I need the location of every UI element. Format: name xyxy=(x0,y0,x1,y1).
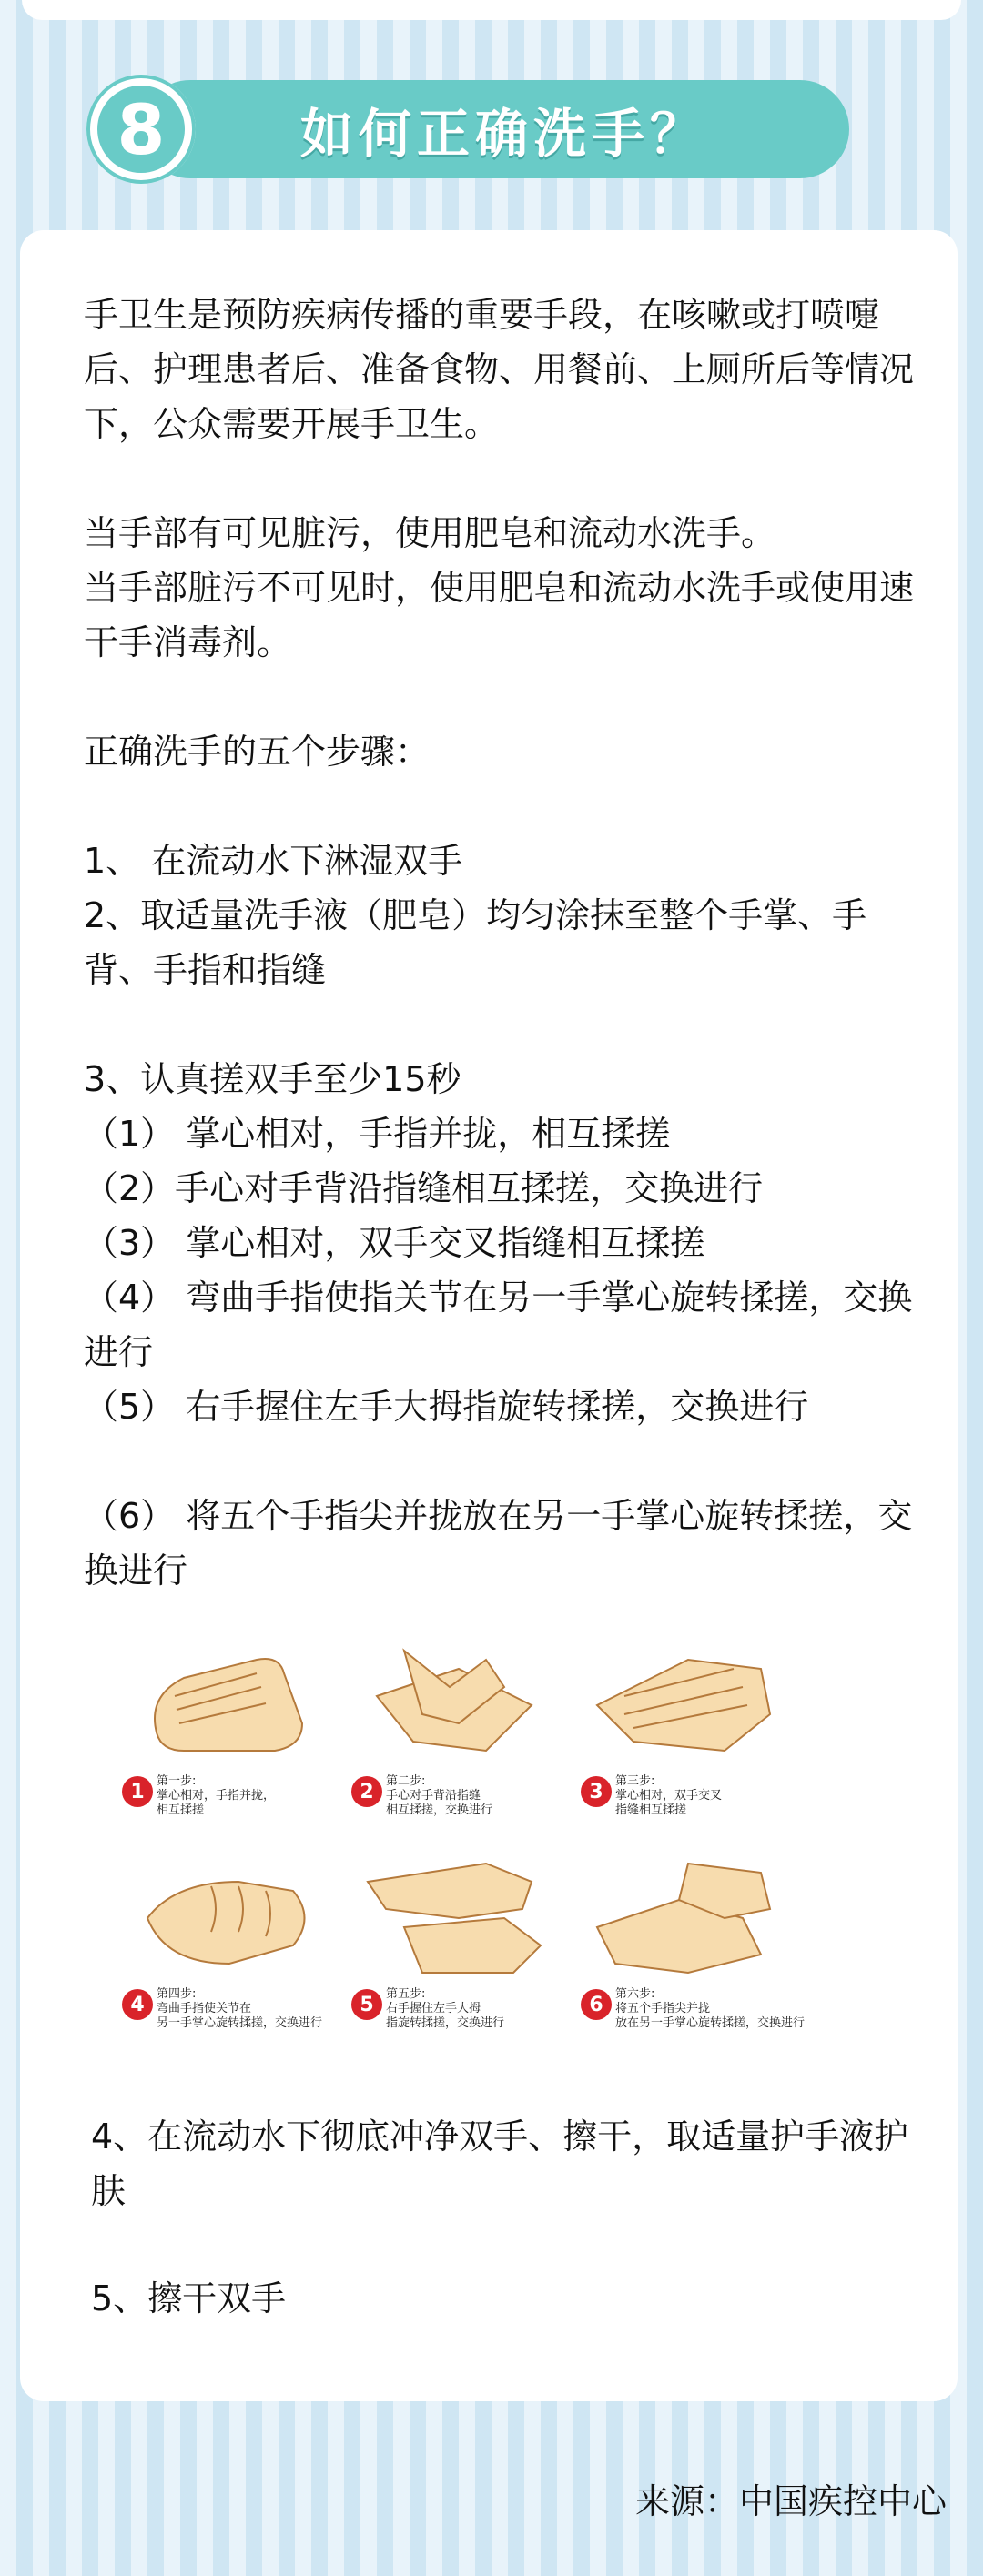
step-badge-6: 6 xyxy=(581,1989,612,2020)
step-caption-4: 第四步: 弯曲手指使关节在 另一手掌心旋转揉搓，交换进行 xyxy=(157,1987,323,2030)
source-credit: 来源：中国疾控中心 xyxy=(634,2481,947,2521)
intro-paragraph: 手卫生是预防疾病传播的重要手段，在咳嗽或打喷嚏后、护理患者后、准备食物、用餐前、上厕所后等情况下，公众需要开展手卫生。 xyxy=(84,295,915,444)
palms-together-icon xyxy=(120,1632,348,1769)
knuckles-rub-icon xyxy=(120,1845,348,1982)
step-caption-2: 第二步: 手心对手背沿指缝 相互揉搓，交换进行 xyxy=(386,1774,493,1817)
step-4: 4、在流动水下彻底冲净双手、擦干，取适量护手液护肤 xyxy=(91,2116,909,2211)
illustration-step-6 xyxy=(579,1845,806,2055)
section-number-badge xyxy=(86,75,196,184)
substep-2: （2）手心对手背沿指缝相互揉搓，交换进行 xyxy=(84,1168,764,1208)
substep-1: （1） 掌心相对，手指并拢，相互揉搓 xyxy=(84,1114,671,1154)
interlaced-fingers-icon xyxy=(579,1632,806,1769)
step-badge-4: 4 xyxy=(122,1989,153,2020)
handwashing-steps-illustration xyxy=(111,1629,816,2055)
step-caption-6: 第六步: 将五个手指尖并拢 放在另一手掌心旋转揉搓，交换进行 xyxy=(615,1987,806,2030)
illustration-step-1 xyxy=(120,1632,348,1842)
top-card-edge xyxy=(22,0,961,20)
step-caption-1: 第一步: 掌心相对，手指并拢， 相互揉搓 xyxy=(157,1774,276,1817)
visible-dirt-paragraph: 当手部有可见脏污，使用肥皂和流动水洗手。 xyxy=(84,513,776,553)
step-caption-5: 第五步: 右手握住左手大拇 指旋转揉搓，交换进行 xyxy=(386,1987,505,2030)
step-badge-2: 2 xyxy=(351,1776,382,1807)
step-badge-1: 1 xyxy=(122,1776,153,1807)
step-caption-3: 第三步: 掌心相对，双手交叉 指缝相互揉搓 xyxy=(615,1774,723,1817)
illustration-step-5 xyxy=(350,1845,577,2055)
page-title: 如何正确洗手？ xyxy=(299,103,708,165)
palm-over-back-icon xyxy=(350,1632,577,1769)
section-number: 8 xyxy=(97,86,185,173)
step-5: 5、擦干双手 xyxy=(91,2278,287,2318)
steps-heading: 正确洗手的五个步骤： xyxy=(84,732,431,772)
step-3: 3、认真搓双手至少15秒 xyxy=(84,1059,461,1099)
substep-5: （5） 右手握住左手大拇指旋转揉搓，交换进行 xyxy=(84,1387,809,1427)
step-1: 1、 在流动水下淋湿双手 xyxy=(84,841,463,881)
substep-6: （6） 将五个手指尖并拢放在另一手掌心旋转揉搓，交换进行 xyxy=(84,1496,913,1591)
invisible-dirt-paragraph: 当手部脏污不可见时，使用肥皂和流动水洗手或使用速干手消毒剂。 xyxy=(84,568,915,662)
illustration-step-3 xyxy=(579,1632,806,1842)
step-badge-3: 3 xyxy=(581,1776,612,1807)
step-2: 2、取适量洗手液（肥皂）均匀涂抹至整个手掌、手背、手指和指缝 xyxy=(84,895,867,990)
section-header xyxy=(86,75,849,184)
step-badge-5: 5 xyxy=(351,1989,382,2020)
substep-4: （4） 弯曲手指使指关节在另一手掌心旋转揉搓，交换进行 xyxy=(84,1278,913,1372)
substep-3: （3） 掌心相对，双手交叉指缝相互揉搓 xyxy=(84,1223,705,1263)
illustration-step-2 xyxy=(350,1632,577,1842)
illustration-step-4 xyxy=(120,1845,348,2055)
thumb-rotate-icon xyxy=(350,1845,577,1982)
fingertips-rotate-icon xyxy=(579,1845,806,1982)
